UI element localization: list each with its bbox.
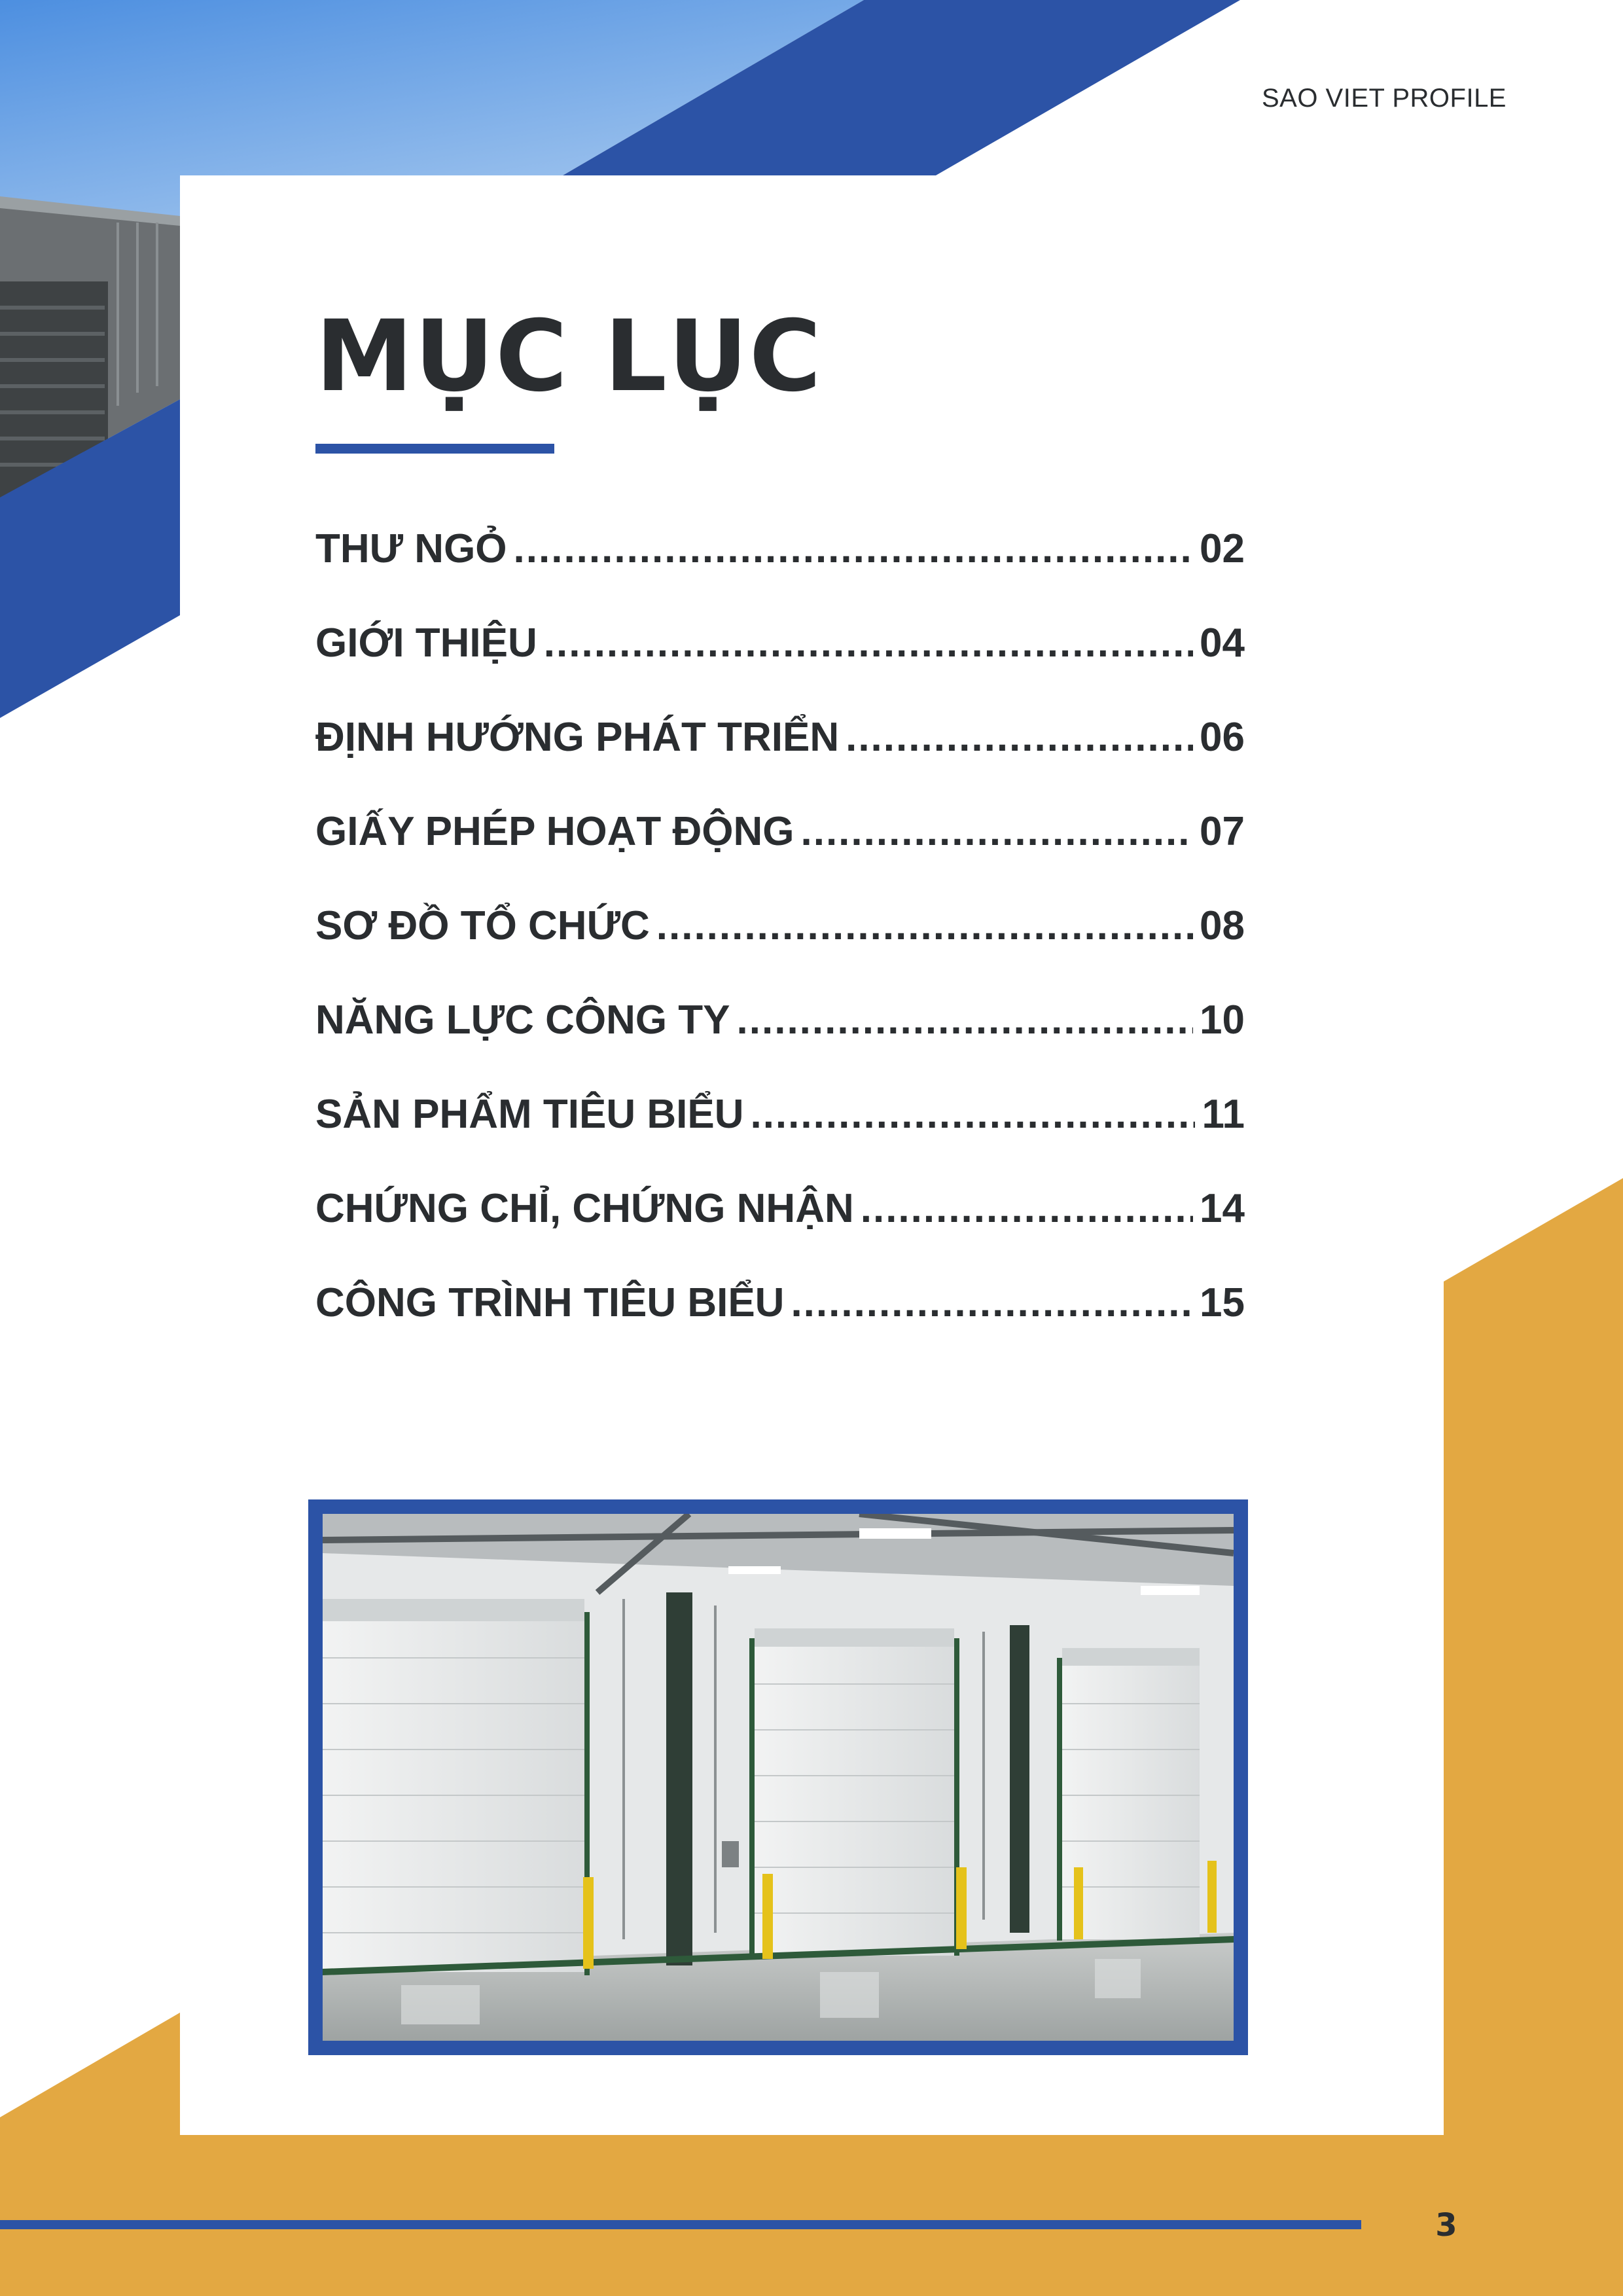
toc-leader-dots [656, 903, 1193, 949]
toc-entry-page: 14 [1200, 1186, 1245, 1231]
toc-entry[interactable] [315, 620, 1245, 714]
toc-entry-page: 02 [1200, 526, 1245, 571]
toc-entry[interactable] [315, 997, 1245, 1091]
toc-leader-dots [801, 808, 1194, 855]
toc-entry-label: NĂNG LỰC CÔNG TY [315, 997, 730, 1043]
warehouse-photo [323, 1514, 1234, 2041]
toc-entry-page: 04 [1200, 620, 1245, 666]
toc-entry[interactable] [315, 1091, 1245, 1185]
toc-entry-page: 07 [1200, 809, 1245, 854]
toc-entry-label: SẢN PHẨM TIÊU BIỂU [315, 1092, 744, 1137]
title-underline [315, 444, 554, 454]
document-header-label: SAO VIET PROFILE [1261, 84, 1507, 113]
toc-entry[interactable] [315, 903, 1245, 997]
toc-entry-page: 15 [1200, 1280, 1245, 1325]
toc-leader-dots [544, 620, 1193, 666]
warehouse-photo-frame [308, 1499, 1248, 2055]
toc-entry[interactable] [315, 714, 1245, 808]
toc-entry-label: THƯ NGỎ [315, 526, 507, 571]
toc-entry-label: GIỚI THIỆU [315, 620, 537, 666]
toc-entry-label: CHỨNG CHỈ, CHỨNG NHẬN [315, 1186, 854, 1231]
page-title: MỤC LỤC [315, 300, 823, 414]
toc-entry-page: 08 [1200, 903, 1245, 948]
toc-entry[interactable] [315, 526, 1245, 620]
toc-entry-page: 11 [1202, 1092, 1245, 1137]
page-number: 3 [1435, 2207, 1457, 2244]
toc-entry-label: SƠ ĐỒ TỔ CHỨC [315, 903, 650, 948]
toc-leader-dots [791, 1280, 1193, 1326]
toc-leader-dots [846, 714, 1193, 761]
toc-entry-label: GIẤY PHÉP HOẠT ĐỘNG [315, 809, 794, 854]
toc-entry-page: 10 [1200, 997, 1245, 1043]
roller-door [749, 1628, 959, 1959]
gold-right-band [1444, 1178, 1623, 2296]
toc-entry[interactable] [315, 1185, 1245, 1280]
table-of-contents [315, 526, 1245, 1374]
footer-rule [0, 2220, 1361, 2229]
toc-leader-dots [514, 526, 1193, 572]
toc-entry-page: 06 [1200, 715, 1245, 760]
roller-door [323, 1599, 590, 1975]
toc-entry[interactable] [315, 1280, 1245, 1374]
toc-leader-dots [750, 1091, 1195, 1138]
toc-entry-label: ĐỊNH HƯỚNG PHÁT TRIỂN [315, 715, 840, 760]
toc-leader-dots [861, 1185, 1193, 1232]
toc-leader-dots [737, 997, 1193, 1043]
toc-entry[interactable] [315, 808, 1245, 903]
toc-entry-label: CÔNG TRÌNH TIÊU BIỂU [315, 1280, 785, 1325]
